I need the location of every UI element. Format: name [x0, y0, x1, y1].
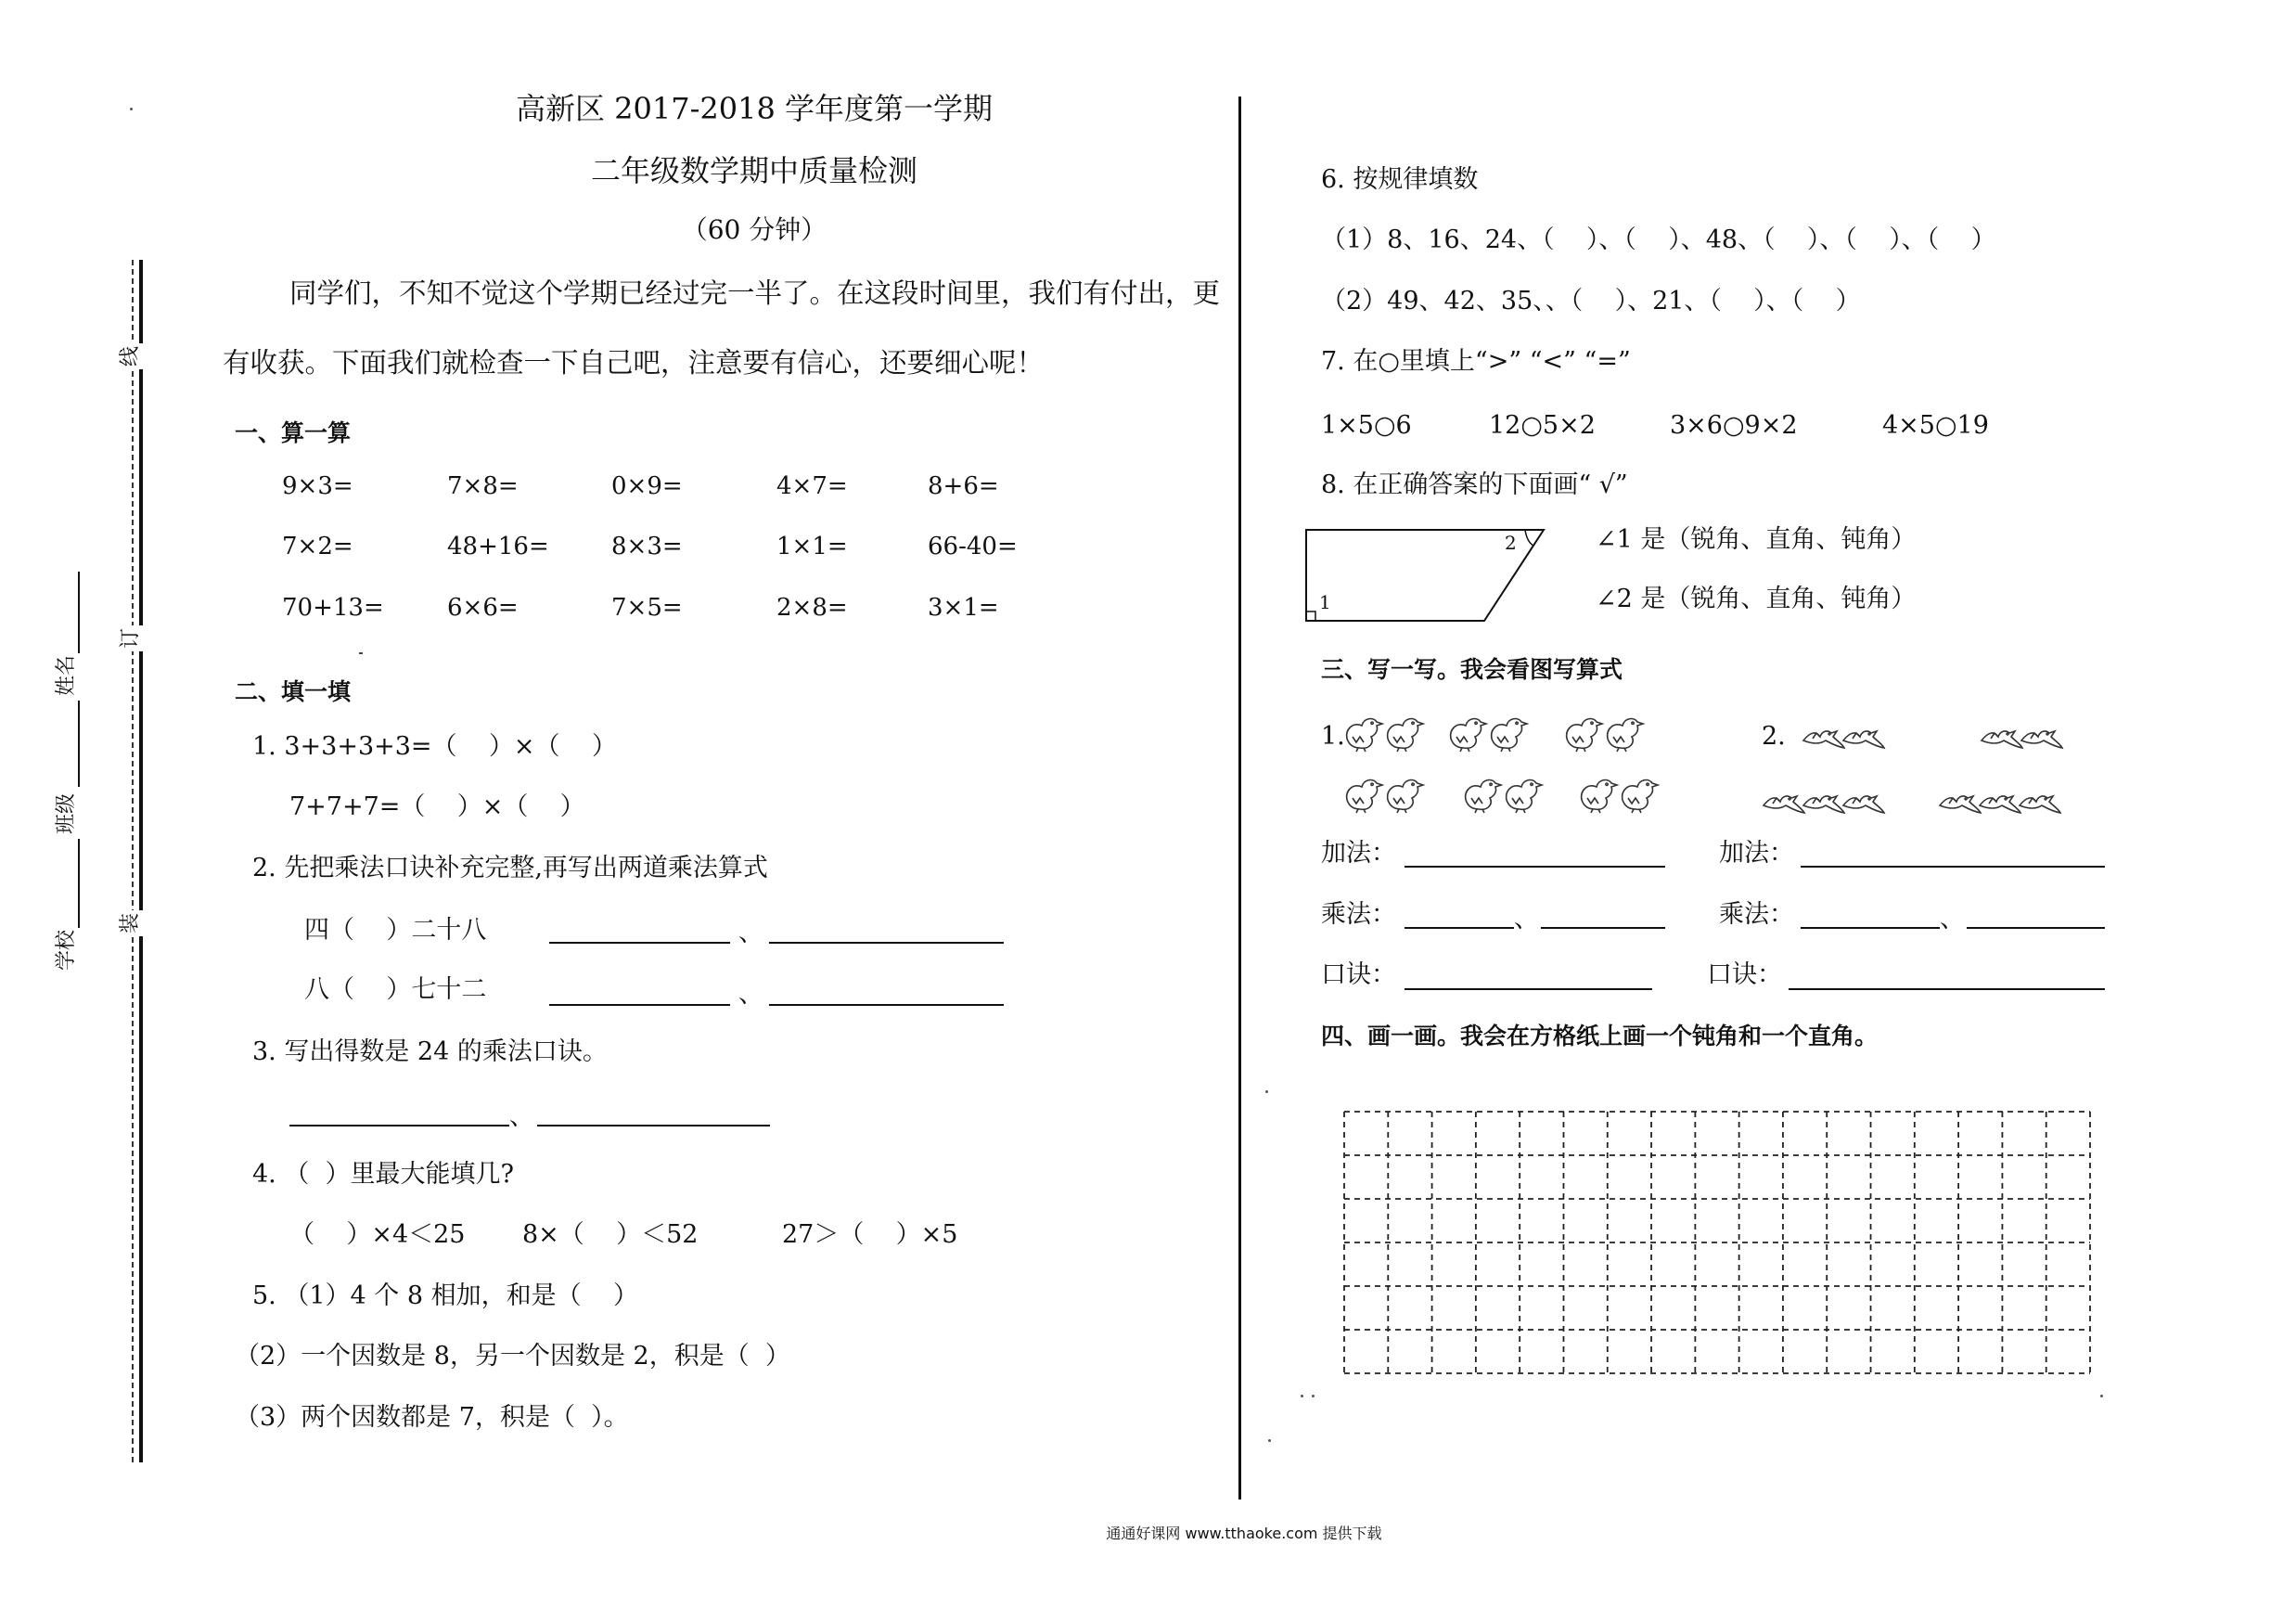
bird-group: [1451, 719, 1527, 752]
bird-icon: [1507, 780, 1542, 813]
calc-item: 0×9=: [611, 472, 683, 500]
q2-prompt: 2. 先把乘法口诀补充完整,再写出两道乘法算式: [252, 854, 768, 882]
answer-line: [1405, 927, 1514, 929]
q6-prompt: 6. 按规律填数: [1321, 165, 1479, 194]
answer-line: [1405, 988, 1652, 990]
scan-mark: [359, 652, 363, 654]
swallow-icon: [2020, 796, 2060, 813]
bird-icon: [1388, 719, 1423, 752]
angle-label-2: 2: [1505, 532, 1517, 554]
calc-item: 3×1=: [928, 594, 999, 622]
scan-dot: [1312, 1395, 1315, 1397]
swallow-icon: [2021, 731, 2062, 748]
calc-item: 9×3=: [282, 472, 353, 500]
bird-group: [1940, 796, 2060, 813]
swallow-icon: [1940, 796, 1981, 813]
page-title: 高新区 2017-2018 学年度第一学期: [515, 91, 994, 126]
swallow-icon: [1843, 796, 1884, 813]
bird-icon: [1466, 780, 1501, 813]
q4-prompt: 4. （ ）里最大能填几?: [252, 1160, 514, 1189]
trapezoid-figure: [1299, 520, 1558, 631]
multiply-label: 乘法：: [1321, 900, 1396, 929]
column-divider: [1238, 97, 1241, 1500]
q7-item: 3×6○9×2: [1670, 411, 1798, 440]
q4-item: 27＞（ ）×5: [782, 1220, 958, 1249]
answer-line: [769, 942, 1004, 944]
separator: 、: [1514, 905, 1539, 933]
bird-icon: [1582, 780, 1617, 813]
calc-item: 4×7=: [776, 472, 848, 500]
part1-heading: 一、算一算: [235, 419, 352, 446]
answer-line: [1541, 927, 1665, 929]
q6-item-1: （1）8、16、24、（ ）、（ ）、48、（ ）、（ ）、（ ）: [1321, 225, 1996, 254]
answer-line: [1967, 927, 2105, 929]
part3-heading: 三、写一写。我会看图写算式: [1321, 656, 1623, 683]
page-footer: 通通好课网 www.tthaoke.com 提供下载: [1106, 1525, 1382, 1542]
q8-prompt: 8. 在正确答案的下面画“ √”: [1321, 470, 1628, 499]
binding-mark-bind: 订: [118, 625, 144, 651]
add-label: 加法：: [1719, 839, 1794, 868]
binding-solid-line: [139, 260, 143, 1462]
rhyme-label: 口诀：: [1321, 960, 1396, 989]
page-subtitle: 二年级数学期中质量检测: [590, 153, 917, 188]
q3-prompt: 3. 写出得数是 24 的乘法口诀。: [252, 1037, 608, 1066]
calc-item: 66-40=: [928, 533, 1018, 560]
exam-duration: （60 分钟）: [681, 214, 827, 245]
grid-paper: [1343, 1111, 2091, 1374]
q4-item: 8×（ ）＜52: [522, 1220, 699, 1249]
class-label: 班级: [55, 793, 78, 835]
bird-group: [1347, 719, 1423, 752]
calc-item: 6×6=: [447, 594, 519, 622]
scan-dot: [1268, 1439, 1271, 1442]
bird-icon: [1623, 780, 1658, 813]
q5-line-1: 5. （1）4 个 8 相加，和是（ ）: [252, 1281, 638, 1310]
calc-item: 1×1=: [776, 533, 848, 560]
separator: 、: [738, 919, 763, 947]
bird-icon: [1608, 719, 1643, 752]
rhyme-label: 口诀：: [1707, 960, 1782, 989]
q1-line-2: 7+7+7=（ ）×（ ）: [289, 792, 585, 821]
q2-item-2: 八（ ）七十二: [304, 975, 487, 1004]
separator: 、: [738, 980, 763, 1009]
bird-group: [1803, 731, 1884, 748]
q7-item: 1×5○6: [1321, 411, 1412, 440]
bird-pictures: [1336, 705, 2078, 826]
answer-line: [537, 1125, 770, 1126]
add-label: 加法：: [1321, 839, 1396, 868]
answer-line: [769, 1004, 1004, 1006]
intro-line-1: 同学们，不知不觉这个学期已经过完一半了。在这段时间里，我们有付出，更: [289, 277, 1221, 309]
bird-group: [1466, 780, 1542, 813]
calc-item: 2×8=: [776, 594, 848, 622]
calc-item: 8×3=: [611, 533, 683, 560]
calc-item: 7×2=: [282, 533, 353, 560]
answer-line: [1405, 866, 1665, 868]
calc-item: 7×8=: [447, 472, 519, 500]
scan-dot: [1301, 1395, 1303, 1397]
bird-group: [1982, 731, 2062, 748]
q2-item-1: 四（ ）二十八: [304, 916, 487, 945]
angle-label-1: 1: [1319, 591, 1331, 613]
intro-line-2: 有收获。下面我们就检查一下自己吧，注意要有信心，还要细心呢！: [223, 347, 1045, 379]
part2-heading: 二、填一填: [235, 678, 352, 705]
part4-heading: 四、画一画。我会在方格纸上画一个钝角和一个直角。: [1321, 1023, 1879, 1049]
binding-mark-staple: 装: [118, 910, 144, 936]
multiply-label: 乘法：: [1719, 900, 1794, 929]
scan-dot: [1265, 1090, 1268, 1093]
answer-line: [1801, 927, 1940, 929]
name-label: 姓名: [55, 655, 78, 697]
bird-icon: [1567, 719, 1602, 752]
bird-icon: [1388, 780, 1423, 813]
answer-line: [1789, 988, 2105, 990]
q5-line-3: （3）两个因数都是 7，积是（ ）。: [235, 1403, 629, 1432]
scan-dot: [130, 108, 133, 110]
q6-item-2: （2）49、42、35、、（ ）、21、（ ）、（ ）: [1321, 287, 1861, 315]
bird-group: [1764, 796, 1884, 813]
binding-dashed-line: [132, 260, 134, 1462]
angle-2-arc: [1525, 530, 1533, 546]
calc-item: 8+6=: [928, 472, 999, 500]
calc-item: 7×5=: [611, 594, 683, 622]
class-underline: [78, 701, 80, 787]
q7-item: 12○5×2: [1489, 411, 1596, 440]
swallow-icon: [1843, 731, 1884, 748]
swallow-icon: [1764, 796, 1804, 813]
q7-item: 4×5○19: [1882, 411, 1989, 440]
calc-item: 48+16=: [447, 533, 549, 560]
swallow-icon: [1803, 731, 1844, 748]
q4-item: （ ）×4＜25: [289, 1220, 466, 1249]
bird-icon: [1492, 719, 1527, 752]
school-label: 学校: [55, 930, 78, 972]
swallow-icon: [1803, 796, 1844, 813]
answer-line: [289, 1125, 509, 1126]
q5-line-2: （2）一个因数是 8，另一个因数是 2，积是（ ）: [235, 1342, 790, 1371]
swallow-icon: [1982, 731, 2022, 748]
q8-angle-2-choice: ∠2 是（锐角、直角、钝角）: [1596, 585, 1917, 613]
right-angle-mark: [1306, 611, 1315, 621]
separator: 、: [509, 1102, 534, 1131]
answer-line: [549, 1004, 730, 1006]
bird-group: [1582, 780, 1658, 813]
scan-dot: [2100, 1395, 2103, 1397]
bird-icon: [1451, 719, 1486, 752]
swallow-icon: [1980, 796, 2020, 813]
picture-1-number: 1.: [1321, 722, 1345, 751]
binding-mark-line: 线: [118, 343, 144, 369]
calc-item: 70+13=: [282, 594, 384, 622]
q1-line-1: 1. 3+3+3+3=（ ）×（ ）: [252, 732, 617, 761]
answer-line: [1801, 866, 2105, 868]
bird-group: [1347, 780, 1423, 813]
answer-line: [549, 942, 730, 944]
bird-group: [1567, 719, 1643, 752]
picture-2-number: 2.: [1762, 722, 1786, 751]
school-underline: [78, 839, 80, 928]
name-underline: [78, 572, 80, 653]
separator: 、: [1940, 905, 1965, 933]
q7-prompt: 7. 在○里填上“>” “<” “=”: [1321, 347, 1631, 376]
bird-icon: [1347, 719, 1382, 752]
q8-angle-1-choice: ∠1 是（锐角、直角、钝角）: [1596, 525, 1917, 554]
bird-icon: [1347, 780, 1382, 813]
